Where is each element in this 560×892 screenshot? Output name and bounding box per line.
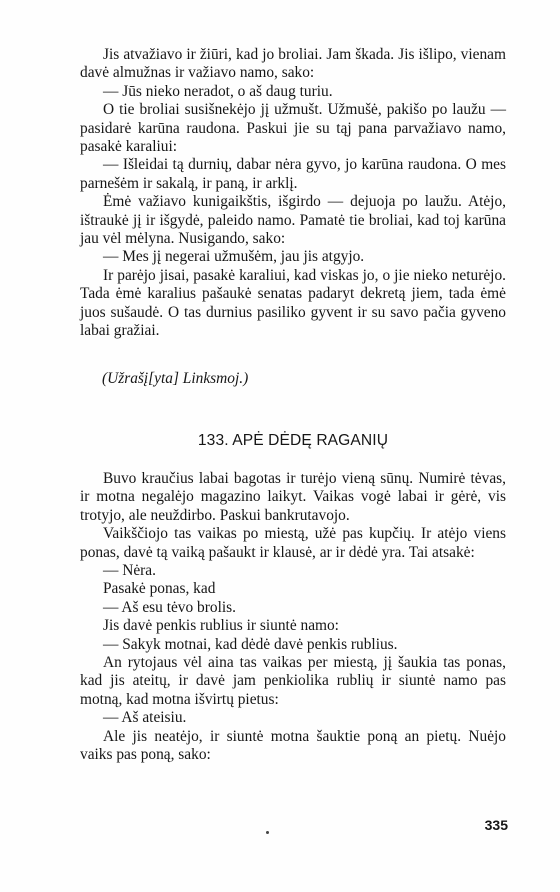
text-block-top xyxy=(80,46,506,341)
print-speck xyxy=(266,831,269,834)
text-block-bottom xyxy=(80,470,506,765)
dialogue-line: — Nėra. xyxy=(103,562,156,580)
paragraph: Ėmė važiavo kunigaikštis, išgirdo — dejuoja po lаužu. Atėjo, ištraukė jį ir išgydė, paleido namo. Pamatė tie broliai, kad toj karūna jau vėl mėlyna. Nusigando, sako: xyxy=(80,193,506,248)
dialogue-line: — Išleidai tą durnių, dabar nėra gyvo, jo karūna raudona. O mes parnešėm ir sakalą, ir paną, ir arklį. xyxy=(80,156,506,192)
page-number: 335 xyxy=(484,817,508,833)
dialogue-line: — Sakyk motnai, kad dėdė davė penkis rublius. xyxy=(103,635,398,653)
paragraph: Ale jis neatėjo, ir siuntė motna šauktie poną an pietų. Nuėjo vaiks pas poną, sako: xyxy=(80,727,506,764)
dialogue-line: — Jūs nieko neradot, o aš daug turiu. xyxy=(103,82,333,100)
dialogue-line: — Mes jį negerai užmušėm, jau jis atgyjo. xyxy=(103,248,365,266)
paragraph: Pasakė ponas, kad xyxy=(103,580,216,598)
source-note: (Užrašį[yta] Linksmoj.) xyxy=(102,370,249,387)
tale-heading: 133. APĖ DĖDĘ RAGANIŲ xyxy=(197,432,389,449)
dialogue-line: — Aš esu tėvo brolis. xyxy=(103,598,236,616)
paragraph: Buvo kraučius labai bagotas ir turėjo vieną sūnų. Numirė tėvas, ir motna negalėjo magazino laikyt. Vaikas vogė labai ir gėrė, vis trotyjo, ale neuždirbo. Paskui bankrutavojo. xyxy=(80,470,506,524)
paragraph: Ir parėjo jisai, pasakė karaliui, kad viskas jo, o jie nieko neturėjo. Tada ėmė karalius pašaukė senatas padaryt dekretą jiem, tada ėmė juos sušaudė. O tas durnius pasiliko gyvent ir su savo pačia gyveno labai gražiai. xyxy=(80,266,506,340)
paragraph: Jis atvažiavo ir žiūri, kad jo broliai. Jam škada. Jis išlipo, vienam davė almužnas ir važiavo namo, sako: xyxy=(80,46,506,82)
paragraph: Jis davė penkis rublius ir siuntė namo: xyxy=(103,617,339,635)
dialogue-line: — Aš ateisiu. xyxy=(103,709,187,727)
paragraph: O tie broliai susišnekėjo jį užmušt. Užmušė, pakišo po lаužu — pasidarė karūna raudona. Paskui jie su tąj pana parvažiavo namo, pasakė karaliui: xyxy=(80,101,506,156)
paragraph: An rytojaus vėl aina tas vaikas per miestą, jį šaukia tas ponas, kad jis ateitų, ir davė jam penkiolika rublių ir siuntė namo pas motną, kad motna išvirtų pietus: xyxy=(80,654,506,708)
paragraph: Vaikščiojo tas vaikas po miestą, užė pas kupčių. Ir atėjo viens ponas, davė tą vaiką pašaukt ir klausė, ar ir dėdė yra. Tai atsakė: xyxy=(80,525,506,561)
